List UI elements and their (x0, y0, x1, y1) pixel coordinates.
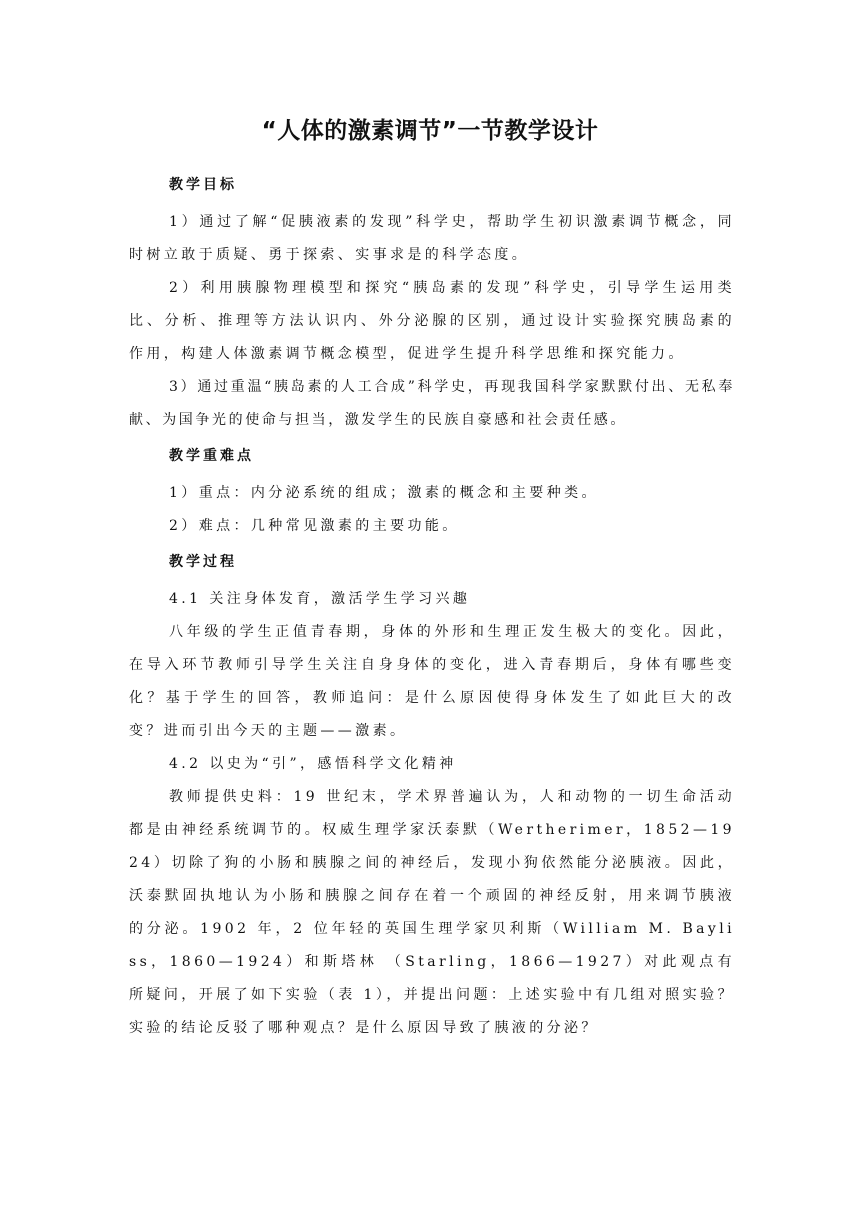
process-subsection-1-title: 4.1 关注身体发育，激活学生学习兴趣 (169, 591, 471, 607)
process-subsection-2-title: 4.2 以史为“引”，感悟科学文化精神 (169, 756, 457, 772)
objective-item-2: 2）利用胰腺物理模型和探究“胰岛素的发现”科学史，引导学生运用类比、分析、推理等方法认识内、外分泌腺的区别，通过设计实验探究胰岛素的作用，构建人体激素调节概念模型，促进学生提升科学思维和探究能力。 (129, 280, 735, 362)
process-subsection-2-text: 教师提供史料：19 世纪末，学术界普遍认为，人和动物的一切生命活动都是由神经系统调节的。权威生理学家沃泰默（Wertherimer，1852—1924）切除了狗的小肠和胰腺之间的神经后，发现小狗依然能分泌胰液。因此，沃泰默固执地认为小肠和胰腺之间存在着一个顽固的神经反射，用来调节胰液的分泌。1902 年，2 位年轻的英国生理学家贝利斯（William M. Bayliss，1860—1924）和斯塔林 （Starling，1866—1927）对此观点有所疑问，开展了如下实验（表 1），并提出问题：上述实验中有几组对照实验？实验的结论反驳了哪种观点？是什么原因导致了胰液的分泌？ (129, 789, 735, 1036)
keypoint-item-1: 1）重点：内分泌系统的组成；激素的概念和主要种类。 (169, 485, 599, 501)
objective-item-1: 1）通过了解“促胰液素的发现”科学史，帮助学生初识激素调节概念，同时树立敢于质疑、勇于探索、实事求是的科学态度。 (129, 214, 735, 263)
heading-keypoints: 教学重难点 (169, 448, 254, 464)
objective-item-3: 3）通过重温“胰岛素的人工合成”科学史，再现我国科学家默默付出、无私奉献、为国争光的使命与担当，激发学生的民族自豪感和社会责任感。 (129, 379, 735, 428)
heading-objectives: 教学目标 (169, 177, 237, 193)
document-body (129, 170, 735, 1045)
document-title: “人体的激素调节”一节教学设计 (261, 118, 599, 144)
keypoint-item-2: 2）难点：几种常见激素的主要功能。 (169, 518, 460, 534)
heading-process: 教学过程 (169, 554, 237, 570)
process-subsection-1-text: 八年级的学生正值青春期，身体的外形和生理正发生极大的变化。因此，在导入环节教师引导学生关注自身身体的变化，进入青春期后，身体有哪些变化？基于学生的回答，教师追问：是什么原因使得身体发生了如此巨大的改变？进而引出今天的主题——激素。 (129, 624, 735, 739)
